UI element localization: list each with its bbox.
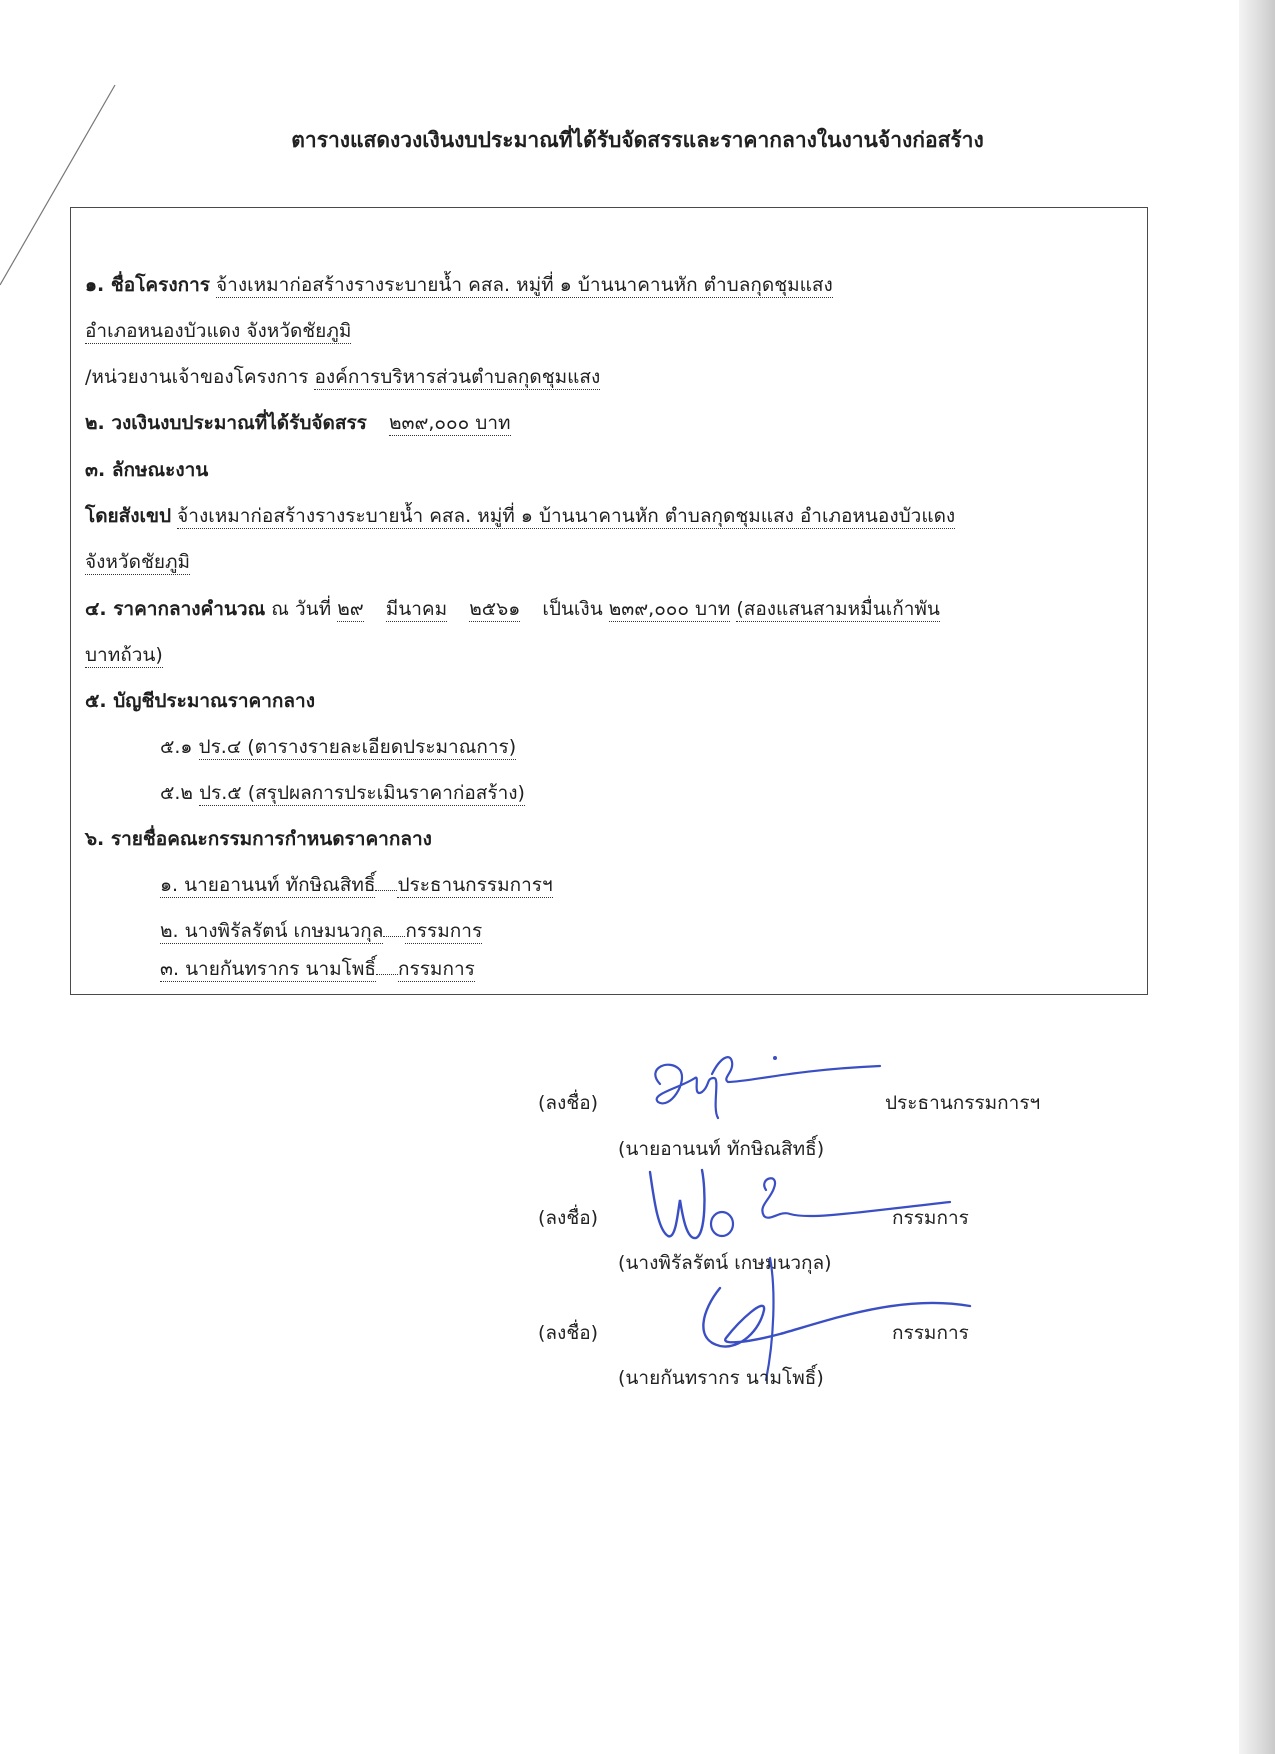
amount-words-line-1: (สองแสนสามหมื่นเก้าพัน <box>736 598 940 620</box>
date-prefix: ณ วันที่ <box>271 598 332 620</box>
section-1-line-1 <box>85 272 833 298</box>
agency-line <box>85 364 600 390</box>
median-price-amount: ๒๓๙,๐๐๐ บาท <box>608 598 731 620</box>
section-3-line <box>85 457 208 483</box>
summary-label: โดยสังเขป <box>85 505 172 527</box>
bill-item-2 <box>160 780 525 806</box>
signature-1-prefix: (ลงชื่อ) <box>538 1092 599 1114</box>
agency-value: องค์การบริหารส่วนตำบลกุดชุมแสง <box>314 366 601 388</box>
date-day: ๒๙ <box>337 598 364 620</box>
project-name-line-2: อำเภอหนองบัวแดง จังหวัดชัยภูมิ <box>85 320 352 342</box>
summary-text-line-1: จ้างเหมาก่อสร้างรางระบายน้ำ คสล. หมู่ที่ ๑ บ้านนาคานหัก ตำบลกุดชุมแสง อำเภอหนองบัวแดง <box>177 505 956 527</box>
summary-text-line-2: จังหวัดชัยภูมิ <box>85 551 191 573</box>
summary-line-1 <box>85 503 955 529</box>
budget-amount <box>389 412 511 436</box>
agency-label: /หน่วยงานเจ้าของโครงการ <box>85 366 309 388</box>
bill-item-1-text: ปร.๔ (ตารางรายละเอียดประมาณการ) <box>198 736 517 758</box>
amount-prefix: เป็นเงิน <box>542 598 603 620</box>
date-month: มีนาคม <box>385 598 448 620</box>
date-year: ๒๕๖๑ <box>469 598 521 620</box>
section-6-label: ๖. รายชื่อคณะกรรมการกำหนดราคากลาง <box>85 828 432 850</box>
bill-item-1 <box>160 734 516 760</box>
signature-2-printed-name: (นางพิรัลรัตน์ เกษมนวกุล) <box>618 1252 832 1274</box>
bill-item-2-no: ๕.๒ <box>160 782 193 804</box>
section-3-label: ๓. ลักษณะงาน <box>85 459 209 481</box>
signature-1-printed-name: (นายอานนท์ ทักษิณสิทธิ์) <box>618 1138 825 1160</box>
document-title: ตารางแสดงวงเงินงบประมาณที่ได้รับจัดสรรและราคากลางในงานจ้างก่อสร้าง <box>291 128 984 152</box>
committee-member-1-name: ๑. นายอานนท์ ทักษิณสิทธิ์ <box>160 874 376 896</box>
committee-member-2-role: กรรมการ <box>405 920 483 942</box>
section-5-line <box>85 688 315 714</box>
section-4-label: ๔. ราคากลางคำนวณ <box>85 598 266 620</box>
section-2-label: ๒. วงเงินงบประมาณที่ได้รับจัดสรร <box>85 412 367 434</box>
bill-item-1-no: ๕.๑ <box>160 736 193 758</box>
section-1-line-2 <box>85 318 351 344</box>
section-4-line-1 <box>85 596 940 622</box>
committee-member-1 <box>160 872 553 898</box>
budget-amount-number: ๒๓๙,๐๐๐ <box>388 412 470 434</box>
committee-member-3-name: ๓. นายกันทรากร นามโพธิ์ <box>160 958 377 980</box>
budget-unit: บาท <box>475 412 511 434</box>
signature-2-role: กรรมการ <box>892 1207 969 1229</box>
project-name-line-1: จ้างเหมาก่อสร้างรางระบายน้ำ คสล. หมู่ที่ ๑ บ้านนาคานหัก ตำบลกุดชุมแสง <box>216 274 833 296</box>
signature-3-printed-name: (นายกันทรากร นามโพธิ์) <box>618 1367 824 1389</box>
committee-member-1-role: ประธานกรรมการฯ <box>397 874 553 896</box>
committee-member-3 <box>160 956 475 982</box>
committee-member-2 <box>160 918 482 944</box>
section-4-line-2 <box>85 642 163 668</box>
signature-3-prefix: (ลงชื่อ) <box>538 1322 599 1344</box>
signature-2-prefix: (ลงชื่อ) <box>538 1207 599 1229</box>
signature-1-handwriting <box>640 1048 890 1128</box>
section-5-label: ๕. บัญชีประมาณราคากลาง <box>85 690 315 712</box>
signature-1-role: ประธานกรรมการฯ <box>885 1092 1041 1114</box>
bill-item-2-text: ปร.๕ (สรุปผลการประเมินราคาก่อสร้าง) <box>199 782 525 804</box>
section-6-line <box>85 826 432 852</box>
section-1-label: ๑. ชื่อโครงการ <box>85 274 210 296</box>
amount-words-line-2: บาทถ้วน) <box>85 644 163 666</box>
section-2-line <box>85 410 511 436</box>
signature-3-role: กรรมการ <box>892 1322 969 1344</box>
committee-member-3-role: กรรมการ <box>398 958 475 980</box>
committee-member-2-name: ๒. นางพิรัลรัตน์ เกษมนวกุล <box>160 920 384 942</box>
summary-line-2 <box>85 549 190 575</box>
